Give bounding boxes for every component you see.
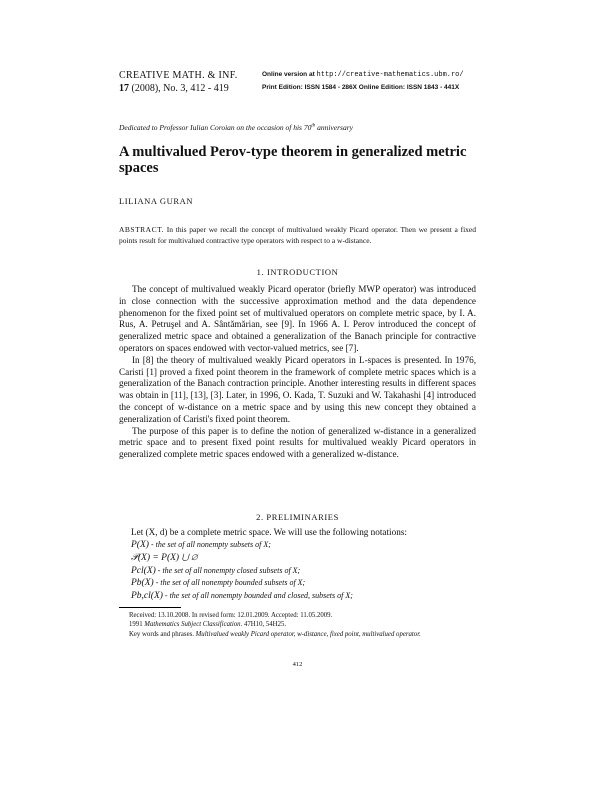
- footnotes: [119, 611, 476, 639]
- paragraph: The concept of multivalued weakly Picard operator (briefly MWP operator) was introduced in close connection with the successive approximation method and the data dependence phenomenon for the fixed point set of multivalued operators on complete metric space, by I. A. Rus, A. Petruşel and A. Sântămărian, see [9]. In 1966 A. I. Perov introduced the concept of generalized metric space and obtained a generalization of the Banach principle for contractive operators on spaces endowed with vector-valued metrics, see [7].: [119, 284, 476, 353]
- volume-issue-pages: (2008), No. 3, 412 - 419: [129, 83, 229, 94]
- keywords-text: Multivalued weakly Picard operator, w-distance, fixed point, multivalued operator.: [195, 630, 421, 638]
- notation-symbol: Pb,cl(X): [131, 591, 163, 602]
- print-edition-issn: Print Edition: ISSN 1584 - 286X Online Edition: ISSN 1843 - 441X: [262, 84, 460, 91]
- notation-desc: - the set of all nonempty closed subsets of X;: [155, 565, 301, 575]
- notation-list: [131, 539, 353, 603]
- msc-label: Mathematics Subject Classification.: [144, 621, 243, 629]
- notation-item: [131, 539, 353, 552]
- msc-codes: 47H10, 54H25.: [242, 621, 287, 629]
- abstract: [119, 224, 476, 246]
- journal-name: CREATIVE MATH. & INF.: [119, 70, 238, 81]
- volume-number: 17: [119, 83, 129, 94]
- journal-volume: [119, 83, 229, 94]
- notation-item: [131, 565, 353, 578]
- paper-title: A multivalued Perov-type theorem in generalized metric spaces: [119, 144, 467, 176]
- online-version: [262, 71, 464, 79]
- notation-symbol: Pcl(X): [131, 565, 156, 576]
- notation-item: [131, 552, 353, 565]
- page-number: 412: [292, 661, 303, 668]
- paragraph: In [8] the theory of multivalued weakly Picard operators in L-spaces is presented. In 1976, Caristi [1] proved a fixed point theorem in the framework of complete metric spaces which is a generalization of the Banach contraction principle. Another interesting results in different spaces was obtain in [11], [13], [3]. Later, in 1996, O. Kada, T. Suzuki and W. Takahashi [4] introduced the concept of w-distance on a metric space and by using this new concept they obtained a generalization of Caristi's fixed point theorem.: [119, 354, 476, 424]
- notation-desc: - the set of all nonempty bounded subsets of X;: [153, 578, 306, 588]
- dedication-text: Dedicated to Professor Iulian Coroian on the occasion of his 70: [119, 123, 312, 132]
- online-label: Online version at: [262, 71, 317, 78]
- notation-desc: - the set of all nonempty bounded and closed, subsets of X;: [162, 591, 353, 601]
- online-url[interactable]: http://creative-mathematics.ubm.ro/: [316, 71, 464, 79]
- notation-symbol: 𝒫(X) = P(X) ⋃ ∅: [131, 552, 198, 563]
- abstract-label: ABSTRACT.: [119, 225, 164, 234]
- journal-header: [119, 70, 499, 96]
- footnote-rule: [119, 607, 181, 608]
- section-heading-preliminaries: 2. PRELIMINARIES: [256, 512, 339, 522]
- author-name: LILIANA GURAN: [119, 196, 194, 206]
- footnote-received: Received: 13.10.2008. In revised form: 12.01.2009. Accepted: 11.05.2009.: [129, 612, 333, 619]
- abstract-text: In this paper we recall the concept of multivalued weakly Picard operator. Then we present a fixed points result for multivalued contractive type operators with respect to a w-distance.: [119, 225, 476, 245]
- section-heading-introduction: 1. INTRODUCTION: [256, 267, 339, 277]
- dedication: [119, 123, 353, 132]
- footnote-msc: [119, 620, 476, 629]
- notation-item: [131, 577, 353, 590]
- footnote-keywords: [119, 630, 476, 639]
- notation-symbol: P(X): [131, 540, 149, 550]
- msc-year: 1991: [129, 621, 145, 629]
- notation-symbol: Pb(X): [131, 578, 154, 589]
- paragraph: The purpose of this paper is to define the notion of generalized w-distance in a generalized metric space and to present fixed point results for multivalued weakly Picard operators in generalized complete metric spaces endowed with a generalized w-distance.: [119, 425, 476, 460]
- dedication-sup: th: [311, 123, 316, 129]
- keywords-label: Key words and phrases.: [129, 630, 196, 638]
- introduction-body: [119, 284, 476, 461]
- dedication-suffix: anniversary: [315, 123, 353, 132]
- preliminaries-intro: Let (X, d) be a complete metric space. We will use the following notations:: [131, 527, 407, 537]
- notation-desc: - the set of all nonempty subsets of X;: [148, 540, 271, 549]
- notation-item: [131, 590, 353, 603]
